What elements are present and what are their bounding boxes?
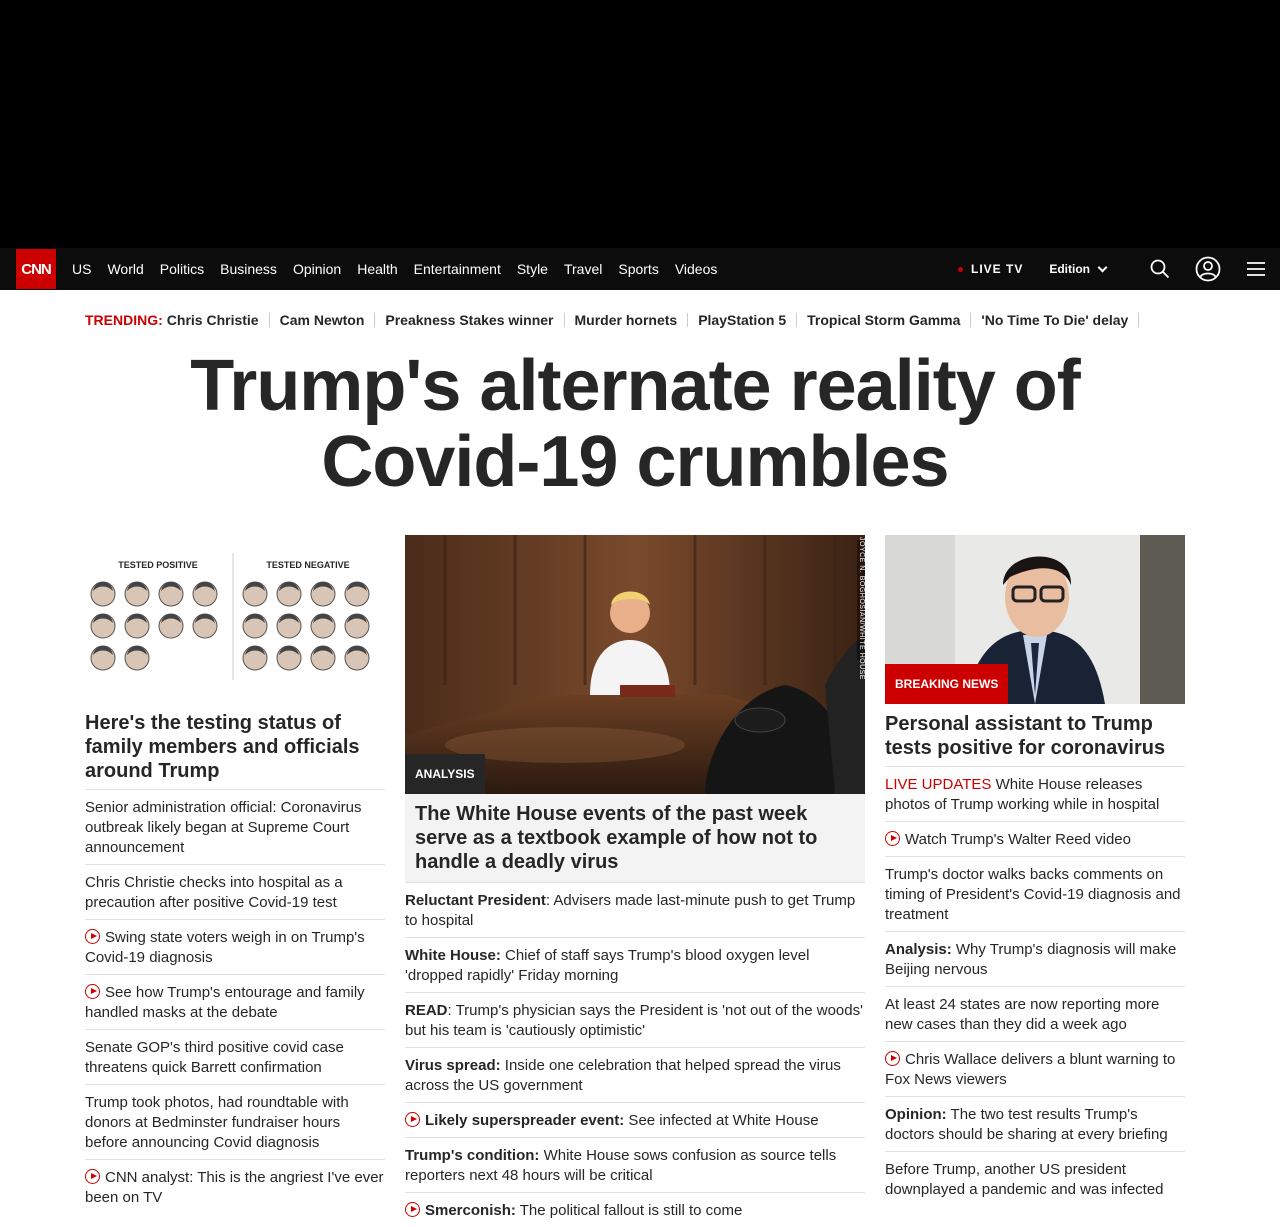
story-kicker: READ bbox=[405, 1002, 448, 1019]
tested-negative-label: TESTED NEGATIVE bbox=[266, 560, 350, 570]
story-text: Inside one celebration that helped spread the virus across the US government bbox=[405, 1057, 841, 1094]
divider bbox=[269, 313, 270, 327]
list-item[interactable] bbox=[885, 1151, 1185, 1206]
nav-link-us[interactable]: US bbox=[72, 261, 92, 277]
list-item[interactable] bbox=[405, 1102, 865, 1137]
story-text: Chris Wallace delivers a blunt warning to Fox News viewers bbox=[885, 1051, 1176, 1088]
list-item[interactable] bbox=[885, 986, 1185, 1041]
tested-positive-label: TESTED POSITIVE bbox=[118, 560, 198, 570]
story-text: Trump took photos, had roundtable with donors at Bedminster fundraiser hours before announcing Covid diagnosis bbox=[85, 1094, 349, 1151]
list-item[interactable] bbox=[885, 1041, 1185, 1096]
list-item[interactable] bbox=[405, 937, 865, 992]
nav-link-health[interactable]: Health bbox=[357, 261, 398, 277]
divider bbox=[970, 313, 971, 327]
play-video-icon bbox=[405, 1112, 420, 1127]
menu-button[interactable] bbox=[1232, 248, 1280, 290]
list-item[interactable] bbox=[885, 821, 1185, 856]
list-item[interactable] bbox=[405, 1047, 865, 1102]
search-button[interactable] bbox=[1136, 248, 1184, 290]
nav-link-entertainment[interactable]: Entertainment bbox=[413, 261, 501, 277]
story-text: See how Trump's entourage and family handled masks at the debate bbox=[85, 984, 365, 1021]
story-kicker: Trump's condition: bbox=[405, 1147, 540, 1164]
trending-item[interactable]: Murder hornets bbox=[574, 312, 678, 328]
live-tv-label: LIVE TV bbox=[970, 262, 1024, 276]
list-item[interactable] bbox=[85, 974, 385, 1029]
list-item[interactable] bbox=[85, 864, 385, 919]
story-kicker: Reluctant President bbox=[405, 892, 546, 909]
nav-link-business[interactable]: Business bbox=[220, 261, 277, 277]
breaking-news-badge: BREAKING NEWS bbox=[885, 664, 1008, 704]
play-video-icon bbox=[85, 984, 100, 999]
section-nav bbox=[72, 248, 717, 290]
story-text: CNN analyst: This is the angriest I've ever been on TV bbox=[85, 1169, 384, 1206]
story-text: Chief of staff says Trump's blood oxygen level 'dropped rapidly' Friday morning bbox=[405, 947, 810, 984]
trending-bar bbox=[85, 312, 1149, 328]
story-text: Senior administration official: Coronavirus outbreak likely began at Supreme Court announcement bbox=[85, 799, 362, 856]
list-item[interactable] bbox=[885, 856, 1185, 931]
story-text: Trump's doctor walks backs comments on timing of President's Covid-19 diagnosis and treatment bbox=[885, 866, 1181, 923]
right-column bbox=[885, 535, 1185, 1206]
story-text: White House releases photos of Trump working while in hospital bbox=[885, 776, 1160, 813]
nav-link-videos[interactable]: Videos bbox=[674, 261, 718, 277]
account-icon bbox=[1195, 256, 1221, 282]
headline-line-2: Covid-19 crumbles bbox=[321, 422, 949, 502]
list-item[interactable] bbox=[405, 1137, 865, 1192]
left-story-list bbox=[85, 789, 385, 1214]
nav-utilities bbox=[958, 248, 1280, 290]
right-lead-title[interactable]: Personal assistant to Trump tests positive for coronavirus bbox=[885, 713, 1166, 759]
right-story-list bbox=[885, 766, 1185, 1206]
trending-label: TRENDING: bbox=[85, 312, 163, 328]
mid-lead-title[interactable]: The White House events of the past week serve as a textbook example of how not to handle a deadly virus bbox=[405, 794, 865, 882]
left-column bbox=[85, 535, 385, 1214]
divider bbox=[1138, 313, 1139, 327]
play-video-icon bbox=[85, 929, 100, 944]
list-item[interactable] bbox=[885, 766, 1185, 821]
analysis-badge: ANALYSIS bbox=[405, 754, 485, 794]
mid-story-list bbox=[405, 882, 865, 1227]
list-item[interactable] bbox=[85, 789, 385, 864]
top-navigation bbox=[0, 248, 1280, 290]
live-indicator-icon bbox=[958, 267, 963, 272]
search-icon bbox=[1150, 259, 1170, 279]
list-item[interactable] bbox=[85, 1029, 385, 1084]
trending-item[interactable]: 'No Time To Die' delay bbox=[981, 312, 1129, 328]
play-video-icon bbox=[85, 1169, 100, 1184]
play-video-icon bbox=[405, 1202, 420, 1217]
story-text: : Trump's physician says the President is 'not out of the woods' but his team is 'cautiously optimistic' bbox=[405, 1002, 863, 1039]
edition-dropdown[interactable] bbox=[1049, 262, 1106, 276]
story-text: The two test results Trump's doctors should be sharing at every briefing bbox=[885, 1106, 1168, 1143]
divider bbox=[687, 313, 688, 327]
story-kicker: Opinion: bbox=[885, 1106, 947, 1123]
breaking-news-photo[interactable] bbox=[885, 535, 1185, 704]
nav-link-world[interactable]: World bbox=[107, 261, 144, 277]
list-item[interactable] bbox=[85, 1084, 385, 1159]
list-item[interactable] bbox=[85, 919, 385, 974]
ad-banner bbox=[0, 0, 1280, 248]
list-item[interactable] bbox=[885, 931, 1185, 986]
testing-status-graphic[interactable] bbox=[85, 535, 385, 703]
story-text: Why Trump's diagnosis will make Beijing nervous bbox=[885, 941, 1177, 978]
nav-link-sports[interactable]: Sports bbox=[618, 261, 659, 277]
nav-link-travel[interactable]: Travel bbox=[563, 261, 603, 277]
chevron-down-icon bbox=[1098, 262, 1108, 272]
story-text: : Advisers made last-minute push to get Trump to hospital bbox=[405, 892, 856, 929]
story-text: The political fallout is still to come bbox=[515, 1202, 743, 1219]
photo-credit: JOYCE N. BOGHOSIAN/WHITE HOUSE bbox=[858, 537, 865, 680]
story-text: Swing state voters weigh in on Trump's Covid-19 diagnosis bbox=[85, 929, 365, 966]
edition-label: Edition bbox=[1049, 262, 1090, 276]
story-text: Watch Trump's Walter Reed video bbox=[905, 831, 1131, 848]
trending-item[interactable]: Cam Newton bbox=[279, 312, 365, 328]
list-item[interactable] bbox=[405, 992, 865, 1047]
nav-link-opinion[interactable]: Opinion bbox=[292, 261, 342, 277]
live-updates-label: LIVE UPDATES bbox=[885, 776, 992, 793]
play-video-icon bbox=[885, 831, 900, 846]
story-kicker: White House: bbox=[405, 947, 501, 964]
middle-column bbox=[405, 535, 865, 1227]
story-text: Chris Christie checks into hospital as a precaution after positive Covid-19 test bbox=[85, 874, 343, 911]
main-headline[interactable] bbox=[85, 348, 1185, 500]
trending-item[interactable]: Tropical Storm Gamma bbox=[807, 312, 961, 328]
nav-link-politics[interactable]: Politics bbox=[159, 261, 205, 277]
story-text: At least 24 states are now reporting more new cases than they did a week ago bbox=[885, 996, 1160, 1033]
list-item[interactable] bbox=[405, 882, 865, 937]
story-kicker: Virus spread: bbox=[405, 1057, 501, 1074]
cnn-logo[interactable]: CNN bbox=[16, 249, 56, 289]
menu-icon bbox=[1246, 261, 1266, 277]
headline-line-1: Trump's alternate reality of bbox=[190, 346, 1080, 426]
trending-item[interactable]: Preakness Stakes winner bbox=[385, 312, 554, 328]
lead-photo[interactable] bbox=[405, 535, 865, 794]
story-kicker: Analysis: bbox=[885, 941, 952, 958]
divider bbox=[374, 313, 375, 327]
divider bbox=[796, 313, 797, 327]
trending-item[interactable]: PlayStation 5 bbox=[698, 312, 787, 328]
left-lead-title[interactable]: Here's the testing status of family members and officials around Trump bbox=[85, 712, 360, 782]
live-tv-link[interactable] bbox=[958, 262, 1023, 276]
story-text: Senate GOP's third positive covid case threatens quick Barrett confirmation bbox=[85, 1039, 344, 1076]
divider bbox=[564, 313, 565, 327]
nav-link-style[interactable]: Style bbox=[516, 261, 548, 277]
list-item[interactable] bbox=[885, 1096, 1185, 1151]
play-video-icon bbox=[885, 1051, 900, 1066]
story-text: See infected at White House bbox=[624, 1112, 819, 1129]
trending-item[interactable]: Chris Christie bbox=[166, 312, 259, 328]
story-text: White House sows confusion as source tells reporters next 48 hours will be critical bbox=[405, 1147, 837, 1184]
story-text: Before Trump, another US president downplayed a pandemic and was infected bbox=[885, 1161, 1164, 1198]
account-button[interactable] bbox=[1184, 248, 1232, 290]
story-kicker: Smerconish: bbox=[425, 1202, 516, 1219]
story-kicker: Likely superspreader event: bbox=[425, 1112, 625, 1129]
list-item[interactable] bbox=[405, 1192, 865, 1227]
